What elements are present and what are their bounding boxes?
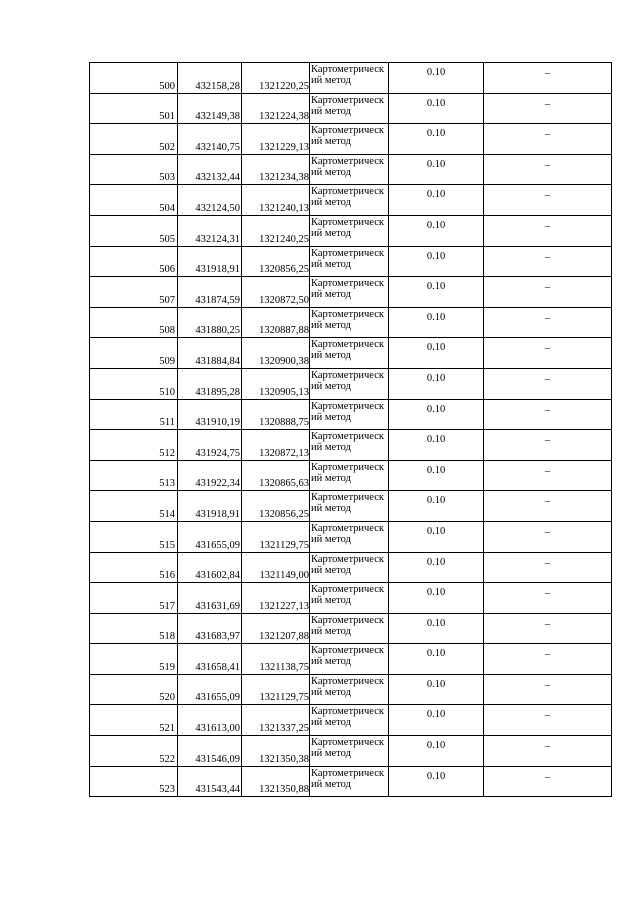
method-text-line: ий метод (311, 442, 351, 454)
table-row (90, 521, 612, 552)
method-text-line: ий метод (311, 105, 351, 117)
method-text-line: ий метод (311, 350, 351, 362)
method-text-line: ий метод (311, 166, 351, 178)
point-number: 522 (90, 736, 178, 767)
coordinate-x: 432124,50 (178, 185, 242, 216)
method-text-line: ий метод (311, 411, 351, 423)
method-text-line: Картометрическ (311, 737, 384, 749)
point-number: 513 (90, 460, 178, 491)
method-text-line: Картометрическ (311, 492, 384, 504)
method-text-line: Картометрическ (311, 125, 384, 137)
accuracy-value: 0.10 (389, 644, 484, 675)
point-number: 501 (90, 93, 178, 124)
accuracy-value: 0.10 (389, 766, 484, 797)
point-number: 502 (90, 124, 178, 155)
note-dash: – (484, 705, 612, 736)
coordinate-x: 431631,69 (178, 583, 242, 614)
coordinate-y: 1320872,50 (242, 277, 310, 308)
determination-method (310, 736, 389, 767)
coordinate-x: 431910,19 (178, 399, 242, 430)
coordinate-x: 432124,31 (178, 215, 242, 246)
method-text-line: Картометрическ (311, 247, 384, 259)
method-text-line: ий метод (311, 686, 351, 698)
method-text-line: ий метод (311, 656, 351, 668)
method-text-line: Картометрическ (311, 431, 384, 443)
note-dash: – (484, 736, 612, 767)
method-text-line: Картометрическ (311, 400, 384, 412)
method-text-line: ий метод (311, 778, 351, 790)
coordinate-x: 431922,34 (178, 460, 242, 491)
coordinate-y: 1321240,25 (242, 215, 310, 246)
coordinate-y: 1321149,00 (242, 552, 310, 583)
note-dash: – (484, 185, 612, 216)
coordinate-x: 432149,38 (178, 93, 242, 124)
point-number: 518 (90, 613, 178, 644)
point-number: 509 (90, 338, 178, 369)
table-row (90, 215, 612, 246)
method-text-line: Картометрическ (311, 216, 384, 228)
coordinate-y: 1321224,38 (242, 93, 310, 124)
accuracy-value: 0.10 (389, 307, 484, 338)
accuracy-value: 0.10 (389, 246, 484, 277)
point-number: 517 (90, 583, 178, 614)
point-number: 512 (90, 430, 178, 461)
coordinate-y: 1321129,75 (242, 674, 310, 705)
accuracy-value: 0.10 (389, 674, 484, 705)
note-dash: – (484, 215, 612, 246)
method-text-line: ий метод (311, 136, 351, 148)
point-number: 508 (90, 307, 178, 338)
coordinate-x: 431683,97 (178, 613, 242, 644)
method-text-line: Картометрическ (311, 614, 384, 626)
determination-method (310, 307, 389, 338)
note-dash: – (484, 766, 612, 797)
determination-method (310, 460, 389, 491)
table-row (90, 63, 612, 94)
coordinate-x: 431543,44 (178, 766, 242, 797)
point-number: 514 (90, 491, 178, 522)
coordinate-x: 431895,28 (178, 368, 242, 399)
point-number: 516 (90, 552, 178, 583)
table-row (90, 613, 612, 644)
table-row (90, 246, 612, 277)
method-text-line: ий метод (311, 75, 351, 86)
table-row (90, 644, 612, 675)
note-dash: – (484, 674, 612, 705)
coordinate-y: 1321138,75 (242, 644, 310, 675)
accuracy-value: 0.10 (389, 552, 484, 583)
point-number: 515 (90, 521, 178, 552)
method-text-line: Картометрическ (311, 675, 384, 687)
determination-method (310, 766, 389, 797)
coordinate-y: 1320856,25 (242, 491, 310, 522)
coordinate-x: 431924,75 (178, 430, 242, 461)
accuracy-value: 0.10 (389, 460, 484, 491)
coordinate-y: 1321350,88 (242, 766, 310, 797)
note-dash: – (484, 460, 612, 491)
accuracy-value: 0.10 (389, 124, 484, 155)
table-row (90, 368, 612, 399)
point-number: 506 (90, 246, 178, 277)
method-text-line: Картометрическ (311, 522, 384, 534)
method-text-line: Картометрическ (311, 553, 384, 565)
coordinate-y: 1321240,13 (242, 185, 310, 216)
coordinate-y: 1320865,63 (242, 460, 310, 491)
method-text-line: ий метод (311, 503, 351, 515)
method-text-line: Картометрическ (311, 645, 384, 657)
coordinate-x: 431918,91 (178, 246, 242, 277)
determination-method (310, 674, 389, 705)
determination-method (310, 491, 389, 522)
point-number: 511 (90, 399, 178, 430)
table-row (90, 430, 612, 461)
coordinate-y: 1321229,13 (242, 124, 310, 155)
coordinate-y: 1321337,25 (242, 705, 310, 736)
coordinate-y: 1320856,25 (242, 246, 310, 277)
point-number: 500 (90, 63, 178, 94)
accuracy-value: 0.10 (389, 154, 484, 185)
table-row (90, 766, 612, 797)
accuracy-value: 0.10 (389, 185, 484, 216)
accuracy-value: 0.10 (389, 705, 484, 736)
coordinate-y: 1320887,88 (242, 307, 310, 338)
table-row (90, 705, 612, 736)
method-text-line: Картометрическ (311, 155, 384, 167)
determination-method (310, 154, 389, 185)
method-text-line: ий метод (311, 227, 351, 239)
note-dash: – (484, 491, 612, 522)
note-dash: – (484, 338, 612, 369)
accuracy-value: 0.10 (389, 521, 484, 552)
method-text-line: ий метод (311, 748, 351, 760)
accuracy-value: 0.10 (389, 338, 484, 369)
coordinate-x: 431918,91 (178, 491, 242, 522)
note-dash: – (484, 307, 612, 338)
method-text-line: Картометрическ (311, 767, 384, 779)
accuracy-value: 0.10 (389, 93, 484, 124)
coordinate-x: 431602,84 (178, 552, 242, 583)
accuracy-value: 0.10 (389, 491, 484, 522)
coordinate-y: 1321129,75 (242, 521, 310, 552)
note-dash: – (484, 368, 612, 399)
accuracy-value: 0.10 (389, 583, 484, 614)
coordinates-table-body (90, 63, 612, 797)
coordinate-y: 1320900,38 (242, 338, 310, 369)
accuracy-value: 0.10 (389, 399, 484, 430)
method-text-line: ий метод (311, 258, 351, 270)
method-text-line: ий метод (311, 533, 351, 545)
table-row (90, 674, 612, 705)
determination-method (310, 644, 389, 675)
coordinate-y: 1320872,13 (242, 430, 310, 461)
coordinate-x: 431655,09 (178, 674, 242, 705)
accuracy-value: 0.10 (389, 277, 484, 308)
note-dash: – (484, 552, 612, 583)
note-dash: – (484, 644, 612, 675)
coordinate-y: 1320888,75 (242, 399, 310, 430)
point-number: 505 (90, 215, 178, 246)
accuracy-value: 0.10 (389, 430, 484, 461)
determination-method (310, 277, 389, 308)
coordinate-y: 1321234,38 (242, 154, 310, 185)
point-number: 510 (90, 368, 178, 399)
coordinate-x: 432132,44 (178, 154, 242, 185)
table-row (90, 93, 612, 124)
point-number: 507 (90, 277, 178, 308)
coordinates-table (89, 62, 612, 797)
point-number: 503 (90, 154, 178, 185)
note-dash: – (484, 399, 612, 430)
determination-method (310, 399, 389, 430)
note-dash: – (484, 613, 612, 644)
note-dash: – (484, 430, 612, 461)
determination-method (310, 93, 389, 124)
note-dash: – (484, 521, 612, 552)
determination-method (310, 368, 389, 399)
table-row (90, 124, 612, 155)
determination-method (310, 63, 389, 94)
coordinate-x: 431658,41 (178, 644, 242, 675)
accuracy-value: 0.10 (389, 63, 484, 94)
determination-method (310, 705, 389, 736)
determination-method (310, 613, 389, 644)
accuracy-value: 0.10 (389, 736, 484, 767)
point-number: 521 (90, 705, 178, 736)
coordinate-x: 431880,25 (178, 307, 242, 338)
determination-method (310, 185, 389, 216)
coordinate-x: 431546,09 (178, 736, 242, 767)
method-text-line: ий метод (311, 319, 351, 331)
coordinate-y: 1321207,88 (242, 613, 310, 644)
method-text-line: Картометрическ (311, 369, 384, 381)
method-text-line: ий метод (311, 197, 351, 209)
coordinate-x: 431655,09 (178, 521, 242, 552)
coordinate-y: 1320905,13 (242, 368, 310, 399)
determination-method (310, 246, 389, 277)
note-dash: – (484, 63, 612, 94)
method-text-line: Картометрическ (311, 584, 384, 596)
coordinate-y: 1321350,38 (242, 736, 310, 767)
table-row (90, 583, 612, 614)
table-row (90, 460, 612, 491)
table-row (90, 338, 612, 369)
method-text-line: Картометрическ (311, 706, 384, 718)
method-text-line: Картометрическ (311, 461, 384, 473)
table-row (90, 154, 612, 185)
coordinate-y: 1321220,25 (242, 63, 310, 94)
method-text-line: Картометрическ (311, 339, 384, 351)
coordinate-x: 431613,00 (178, 705, 242, 736)
determination-method (310, 124, 389, 155)
note-dash: – (484, 583, 612, 614)
coordinate-x: 431874,59 (178, 277, 242, 308)
note-dash: – (484, 246, 612, 277)
coordinate-x: 431884,84 (178, 338, 242, 369)
method-text-line: ий метод (311, 564, 351, 576)
point-number: 504 (90, 185, 178, 216)
point-number: 520 (90, 674, 178, 705)
determination-method (310, 521, 389, 552)
table-row (90, 552, 612, 583)
method-text-line: Картометрическ (311, 186, 384, 198)
accuracy-value: 0.10 (389, 368, 484, 399)
table-row (90, 277, 612, 308)
table-row (90, 491, 612, 522)
table-row (90, 399, 612, 430)
determination-method (310, 215, 389, 246)
method-text-line: ий метод (311, 472, 351, 484)
method-text-line: Картометрическ (311, 94, 384, 106)
note-dash: – (484, 124, 612, 155)
determination-method (310, 583, 389, 614)
method-text-line: ий метод (311, 717, 351, 729)
method-text-line: ий метод (311, 380, 351, 392)
method-text-line: Картометрическ (311, 64, 384, 75)
determination-method (310, 552, 389, 583)
determination-method (310, 430, 389, 461)
accuracy-value: 0.10 (389, 215, 484, 246)
coordinate-x: 432140,75 (178, 124, 242, 155)
method-text-line: Картометрическ (311, 278, 384, 290)
note-dash: – (484, 154, 612, 185)
method-text-line: ий метод (311, 595, 351, 607)
table-row (90, 307, 612, 338)
method-text-line: ий метод (311, 625, 351, 637)
point-number: 523 (90, 766, 178, 797)
accuracy-value: 0.10 (389, 613, 484, 644)
coordinate-y: 1321227,13 (242, 583, 310, 614)
note-dash: – (484, 93, 612, 124)
coordinate-x: 432158,28 (178, 63, 242, 94)
table-row (90, 736, 612, 767)
method-text-line: Картометрическ (311, 308, 384, 320)
point-number: 519 (90, 644, 178, 675)
note-dash: – (484, 277, 612, 308)
determination-method (310, 338, 389, 369)
table-row (90, 185, 612, 216)
method-text-line: ий метод (311, 289, 351, 301)
